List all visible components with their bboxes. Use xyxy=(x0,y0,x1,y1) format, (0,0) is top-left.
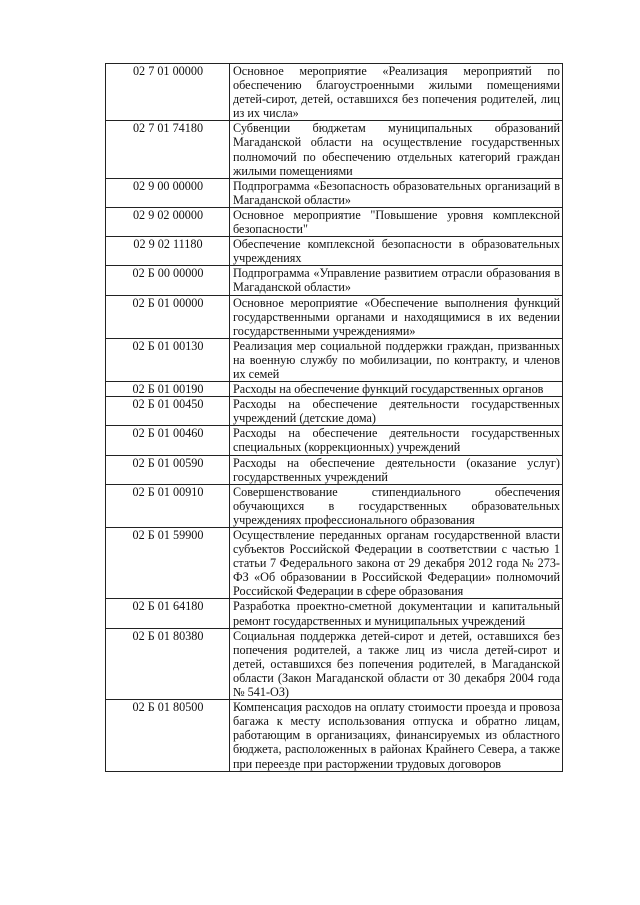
expense-description: Субвенции бюджетам муниципальных образований Магаданской области на осуществление государственных полномочий по обеспечению отдельных категорий граждан жилыми помещениями xyxy=(230,121,563,178)
classification-code: 02 7 01 00000 xyxy=(106,64,230,121)
table-row xyxy=(106,64,563,121)
table-row xyxy=(106,207,563,236)
table-row xyxy=(106,599,563,628)
classification-code: 02 9 00 00000 xyxy=(106,178,230,207)
expense-description: Расходы на обеспечение деятельности государственных специальных (коррекционных) учреждений xyxy=(230,426,563,455)
expense-description: Обеспечение комплексной безопасности в образовательных учреждениях xyxy=(230,237,563,266)
classification-code: 02 Б 01 00130 xyxy=(106,338,230,381)
classification-code: 02 Б 01 59900 xyxy=(106,528,230,599)
classification-code: 02 Б 01 00190 xyxy=(106,382,230,397)
expense-description: Основное мероприятие "Повышение уровня комплексной безопасности" xyxy=(230,207,563,236)
expense-description: Расходы на обеспечение деятельности (оказание услуг) государственных учреждений xyxy=(230,455,563,484)
document-page xyxy=(105,63,563,772)
classification-code: 02 7 01 74180 xyxy=(106,121,230,178)
expense-description: Осуществление переданных органам государственной власти субъектов Российской Федерации в соответствии с частью 1 статьи 7 Федерального закона от 29 декабря 2012 года № 273-ФЗ «Об образовании в Российской Федерации» полномочий Российской Федерации в сфере образования xyxy=(230,528,563,599)
table-row xyxy=(106,484,563,527)
classification-code: 02 Б 01 80500 xyxy=(106,700,230,771)
expense-description: Расходы на обеспечение функций государственных органов xyxy=(230,382,563,397)
classification-code: 02 9 02 11180 xyxy=(106,237,230,266)
table-row xyxy=(106,628,563,699)
table-row xyxy=(106,338,563,381)
classification-code: 02 Б 01 00450 xyxy=(106,397,230,426)
table-row xyxy=(106,178,563,207)
classification-code: 02 Б 01 00000 xyxy=(106,295,230,338)
classification-code: 02 Б 01 00590 xyxy=(106,455,230,484)
table-row xyxy=(106,382,563,397)
classification-code: 02 Б 00 00000 xyxy=(106,266,230,295)
table-row xyxy=(106,426,563,455)
classification-code: 02 Б 01 64180 xyxy=(106,599,230,628)
expense-description: Подпрограмма «Безопасность образовательных организаций в Магаданской области» xyxy=(230,178,563,207)
table-row xyxy=(106,237,563,266)
classification-code: 02 Б 01 80380 xyxy=(106,628,230,699)
table-row xyxy=(106,700,563,771)
expense-description: Разработка проектно-сметной документации и капитальный ремонт государственных и муниципальных учреждений xyxy=(230,599,563,628)
table-row xyxy=(106,121,563,178)
expense-description: Расходы на обеспечение деятельности государственных учреждений (детские дома) xyxy=(230,397,563,426)
table-row xyxy=(106,455,563,484)
classification-code: 02 Б 01 00460 xyxy=(106,426,230,455)
table-body xyxy=(106,64,563,772)
table-row xyxy=(106,266,563,295)
expense-description: Подпрограмма «Управление развитием отрасли образования в Магаданской области» xyxy=(230,266,563,295)
table-row xyxy=(106,295,563,338)
expense-description: Социальная поддержка детей-сирот и детей, оставшихся без попечения родителей, а также лиц из числа детей-сирот и детей, оставшихся без попечения родителей, в Магаданской области (Закон Магаданской области от 30 декабря 2004 года № 541-ОЗ) xyxy=(230,628,563,699)
expense-description: Реализация мер социальной поддержки граждан, призванных на военную службу по мобилизации, по контракту, и членов их семей xyxy=(230,338,563,381)
classification-code: 02 Б 01 00910 xyxy=(106,484,230,527)
table-row xyxy=(106,528,563,599)
budget-classification-table xyxy=(105,63,563,772)
classification-code: 02 9 02 00000 xyxy=(106,207,230,236)
expense-description: Компенсация расходов на оплату стоимости проезда и провоза багажа к месту использования отпуска и обратно лицам, работающим в организациях, финансируемых из областного бюджета, расположенных в районах Крайнего Севера, а также при переезде при расторжении трудовых договоров xyxy=(230,700,563,771)
table-row xyxy=(106,397,563,426)
expense-description: Совершенствование стипендиального обеспечения обучающихся в государственных образовательных учреждениях профессионального образования xyxy=(230,484,563,527)
expense-description: Основное мероприятие «Обеспечение выполнения функций государственными органами и находящимися в их ведении государственными учреждениями» xyxy=(230,295,563,338)
expense-description: Основное мероприятие «Реализация мероприятий по обеспечению благоустроенными жилыми помещениями детей-сирот, детей, оставшихся без попечения родителей, лиц из их числа» xyxy=(230,64,563,121)
